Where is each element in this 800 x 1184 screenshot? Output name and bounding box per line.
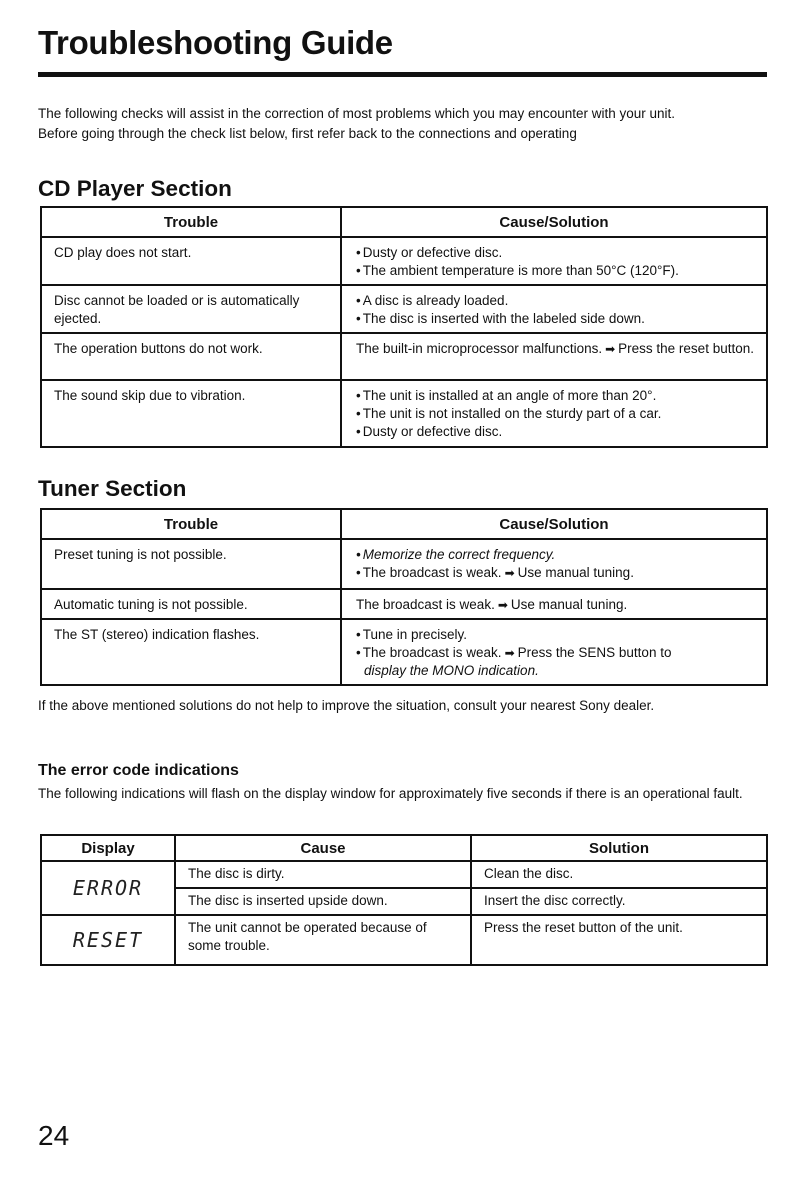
cause-text: The broadcast is weak. (362, 565, 502, 580)
column-header-solution: Solution (471, 835, 767, 861)
column-header-display: Display (41, 835, 175, 861)
error-code-table (40, 834, 768, 966)
page-title: Troubleshooting Guide (38, 24, 393, 61)
cause-item: • The unit is not installed on the sturdy part of a car. (356, 405, 754, 423)
cause-item: • The disc is inserted with the labeled side down. (356, 310, 754, 328)
table-header-row (41, 207, 767, 237)
table-row (41, 237, 767, 285)
cause-text: Press the SENS button to (517, 645, 672, 660)
table-header-row (41, 835, 767, 861)
trouble-cell: The ST (stereo) indication flashes. (41, 619, 341, 685)
cause-text: The broadcast is weak. (356, 597, 495, 612)
display-indication: ERROR (41, 861, 175, 915)
error-codes-heading: The error code indications (38, 762, 239, 779)
cause-cell (341, 619, 767, 685)
trouble-cell: CD play does not start. (41, 237, 341, 285)
table-row (41, 333, 767, 380)
cause-text: Use manual tuning. (517, 565, 634, 580)
table-row (41, 380, 767, 447)
display-indication: RESET (41, 915, 175, 965)
table-row (41, 861, 767, 888)
cause-cell: The disc is inserted upside down. (175, 888, 471, 915)
arrow-icon: ➡ (497, 598, 508, 612)
cd-trouble-table (40, 206, 768, 448)
cause-cell (341, 539, 767, 589)
cause-text: Press the reset button. (618, 341, 754, 356)
cause-text: Use manual tuning. (510, 597, 628, 612)
cause-cell (341, 285, 767, 333)
solution-cell: Insert the disc correctly. (471, 888, 767, 915)
table-row (41, 539, 767, 589)
arrow-icon: ➡ (504, 646, 515, 660)
cause-cell (341, 237, 767, 285)
table-row (41, 915, 767, 965)
column-header-cause: Cause/Solution (341, 509, 767, 539)
page-number: 24 (38, 1120, 70, 1151)
closing-note: If the above mentioned solutions do not help to improve the situation, consult your nearest Sony dealer. (38, 698, 655, 713)
table-row (41, 285, 767, 333)
arrow-icon: ➡ (605, 342, 616, 356)
cause-cell (341, 589, 767, 619)
cause-item: • Dusty or defective disc. (356, 244, 754, 262)
column-header-trouble: Trouble (41, 207, 341, 237)
cause-item: • Dusty or defective disc. (356, 423, 754, 441)
cause-item: • The ambient temperature is more than 50°C (120°F). (356, 262, 754, 280)
arrow-icon: ➡ (504, 566, 515, 580)
column-header-trouble: Trouble (41, 509, 341, 539)
tuner-trouble-table (40, 508, 768, 686)
intro-paragraph: Before going through the check list below, first refer back to the connections and operating (38, 126, 577, 141)
column-header-cause: Cause/Solution (341, 207, 767, 237)
column-header-cause: Cause (175, 835, 471, 861)
trouble-cell: Disc cannot be loaded or is automatically ejected. (41, 285, 341, 333)
tuner-section-heading: Tuner Section (38, 476, 187, 501)
cause-item: • Memorize the correct frequency. (356, 546, 754, 564)
cause-item: • Tune in precisely. (356, 626, 754, 644)
cause-cell: The disc is dirty. (175, 861, 471, 888)
intro-paragraph: The following checks will assist in the correction of most problems which you may encounter with your unit. (38, 106, 676, 121)
error-codes-intro: The following indications will flash on the display window for approximately five seconds if there is an operational fault. (38, 786, 743, 801)
trouble-cell: The operation buttons do not work. (41, 333, 341, 380)
solution-cell: Clean the disc. (471, 861, 767, 888)
cause-item: • A disc is already loaded. (356, 292, 754, 310)
cd-section-heading: CD Player Section (38, 176, 232, 201)
cause-cell (341, 380, 767, 447)
trouble-cell: Automatic tuning is not possible. (41, 589, 341, 619)
solution-cell: Press the reset button of the unit. (471, 915, 767, 965)
table-header-row (41, 509, 767, 539)
intro-text (38, 104, 768, 144)
title-rule (38, 72, 767, 77)
cause-text: display the MONO indication. (364, 663, 539, 678)
cause-cell: The unit cannot be operated because of some trouble. (175, 915, 471, 965)
cause-text: The built-in microprocessor malfunctions. (356, 341, 603, 356)
cause-cell (341, 333, 767, 380)
table-row (41, 619, 767, 685)
trouble-cell: The sound skip due to vibration. (41, 380, 341, 447)
cause-text: The broadcast is weak. (362, 645, 502, 660)
table-row (41, 589, 767, 619)
trouble-cell: Preset tuning is not possible. (41, 539, 341, 589)
cause-item: • The unit is installed at an angle of more than 20°. (356, 387, 754, 405)
